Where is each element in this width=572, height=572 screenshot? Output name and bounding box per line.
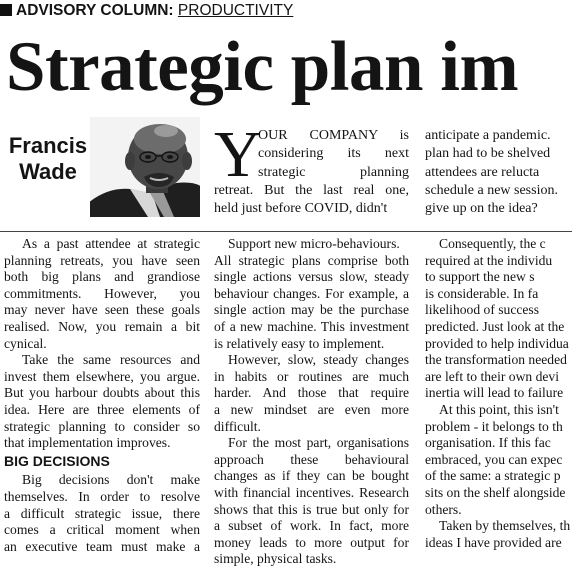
intro-line: considering its next <box>258 146 409 162</box>
body-line: in habits or routines are much <box>214 368 409 384</box>
body-line: ideas I have provided are <box>425 534 562 550</box>
author-first-name: Francis <box>8 133 88 158</box>
body-line: money leads to more output for <box>214 534 409 550</box>
body-line: harder. And those that require <box>214 385 409 401</box>
headline: Strategic plan im <box>6 28 519 106</box>
body-line: likelihood of success <box>425 302 540 318</box>
body-line: Big decisions don't make <box>22 472 200 488</box>
kicker-section: PRODUCTIVITY <box>177 2 294 19</box>
body-line: to support the new s <box>425 269 535 285</box>
body-line: inertia will lead to failure <box>425 385 564 401</box>
body-line: Support new micro-behaviours. <box>228 236 400 251</box>
body-column-3 <box>425 236 572 551</box>
author-photo <box>90 117 200 217</box>
intro-text-indented <box>258 127 409 182</box>
body-line: invest them elsewhere, you argue. <box>4 368 200 384</box>
intro-text-full <box>214 182 409 219</box>
body-line: of the same: a strategic p <box>425 468 561 484</box>
body-line: changes as if they can be bought <box>214 468 409 484</box>
body-line: a difficult strategic issue, there <box>4 505 200 521</box>
intro-line: OUR COMPANY is <box>258 128 409 143</box>
body-line: organisation. If this fac <box>425 435 551 451</box>
body-line: themselves. In order to resolve <box>4 488 200 504</box>
body-line: At this point, this isn't <box>439 401 559 417</box>
body-line: problem - it belongs to th <box>425 418 563 434</box>
body-line: others. <box>425 501 462 517</box>
body-line: All strategic plans comprise both <box>214 252 409 268</box>
body-line: approach these behavioural <box>214 451 409 467</box>
intro-line: schedule a new session. <box>425 182 558 198</box>
body-line: predicted. Just look at the <box>425 318 565 334</box>
body-line: Take the same resources and <box>22 352 200 368</box>
body-line: Consequently, the c <box>439 236 546 251</box>
intro-line: attendees are relucta <box>425 164 540 180</box>
body-line: of a new machine. This investment <box>214 318 409 334</box>
body-line: shows that this is true but only for <box>214 501 409 517</box>
body-line: For the most part, organisations <box>228 435 409 451</box>
body-line: may never have seen these goals <box>4 302 200 318</box>
author-byline <box>8 133 88 185</box>
intro-line: give up on the idea? <box>425 201 538 217</box>
body-line: sits on the shelf alongside <box>425 484 566 500</box>
section-divider <box>0 231 572 232</box>
body-line: an executive team must make a <box>4 538 200 554</box>
body-line: planning retreats, you have seen <box>4 252 200 268</box>
body-column-1 <box>4 236 200 555</box>
body-line: a new mindset are even more <box>214 401 409 417</box>
body-line: strategic planning to consider so <box>4 418 200 434</box>
intro-line: anticipate a pandemic. <box>425 128 551 143</box>
body-line: both big plans and grandiose <box>4 269 200 285</box>
body-line: a subset of work. In fact, more <box>214 518 409 534</box>
kicker-label: ADVISORY COLUMN: <box>16 2 174 19</box>
body-line: single action may be the purchase <box>214 302 409 318</box>
section-heading: BIG DECISIONS <box>4 452 110 469</box>
author-last-name: Wade <box>19 159 77 184</box>
body-line: commitments. However, you <box>4 285 200 301</box>
body-line: realised. Now, you remain a bit <box>4 318 200 334</box>
square-bullet-icon <box>0 4 12 16</box>
drop-cap: Y <box>214 118 262 191</box>
body-line: single actions versus slow, steady <box>214 269 409 285</box>
body-line: embraced, you can expec <box>425 451 563 467</box>
intro-text-right <box>425 127 572 218</box>
intro-line: strategic planning <box>258 164 409 180</box>
body-line: is considerable. In fa <box>425 285 539 301</box>
body-line: However, slow, steady changes <box>228 352 409 368</box>
body-line: But you harbour doubts about this <box>4 385 200 401</box>
body-line: idea. Here are three elements of <box>4 401 200 417</box>
body-line: that implementation improves. <box>4 435 171 451</box>
body-line: Taken by themselves, th <box>439 518 571 534</box>
body-line: simple, physical tasks. <box>214 551 337 567</box>
body-line: behaviour changes. For example, a <box>214 285 409 301</box>
body-line: is relatively easy to implement. <box>214 335 385 351</box>
section-kicker <box>0 0 293 22</box>
body-line: difficult. <box>214 418 261 434</box>
body-line: are left to their own devi <box>425 368 559 384</box>
body-line: provided to help individua <box>425 335 569 351</box>
body-line: with financial incentives. Research <box>214 484 409 500</box>
body-line: cynical. <box>4 335 47 351</box>
body-line: comes a critical moment when <box>4 522 200 538</box>
body-line: the transformation needed <box>425 352 567 368</box>
intro-line: retreat. But the last real one, <box>214 183 409 198</box>
body-line: As a past attendee at strategic <box>22 236 200 251</box>
body-line: required at the individu <box>425 252 553 268</box>
intro-line: plan had to be shelved <box>425 146 551 162</box>
body-column-2 <box>214 236 409 568</box>
intro-line: held just before COVID, didn't <box>214 201 388 217</box>
